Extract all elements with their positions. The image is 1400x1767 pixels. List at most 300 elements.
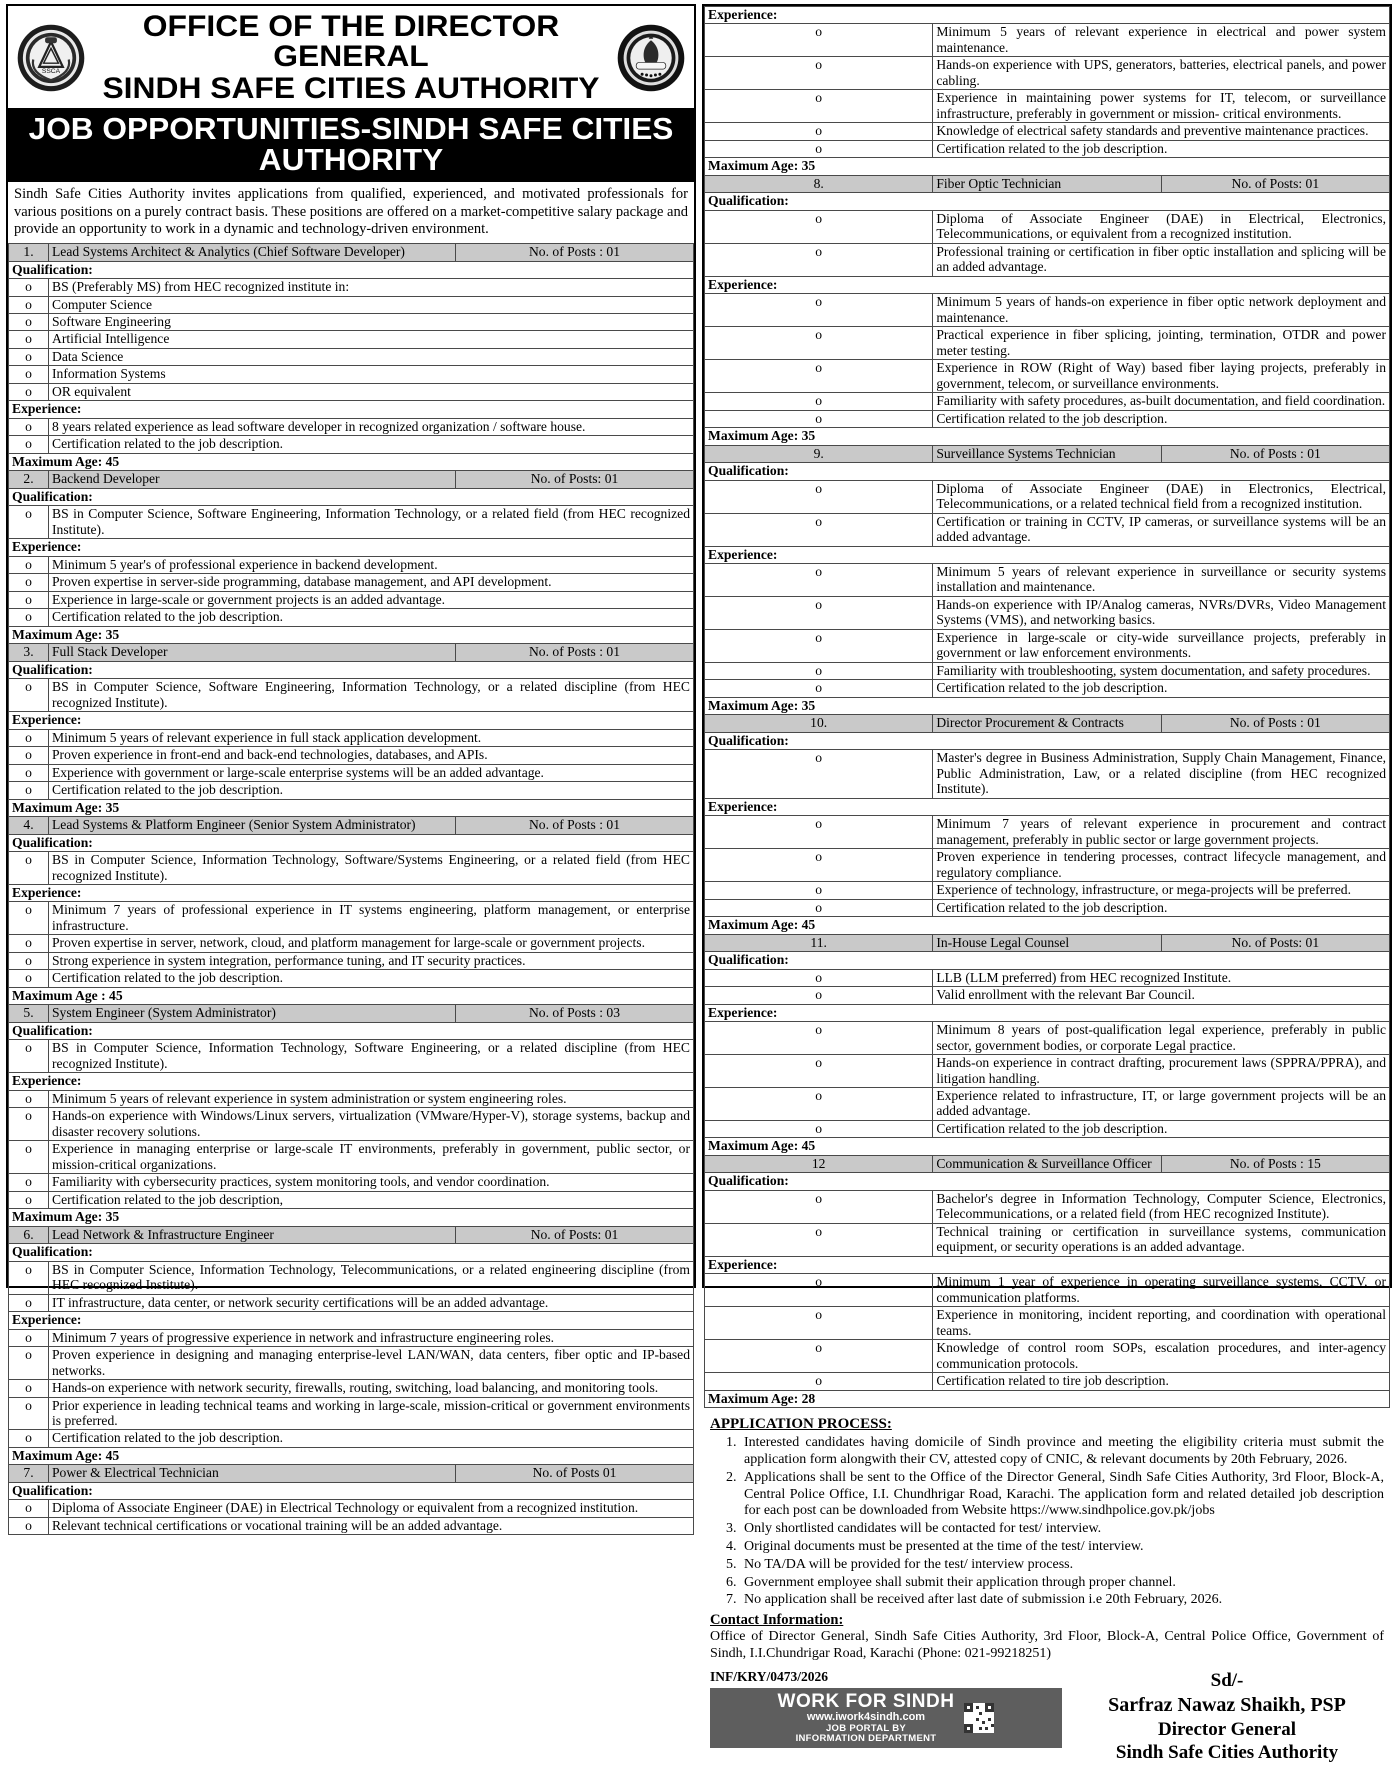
experience-item: Proven expertise in server-side programming, database management, and API development. [49,574,694,591]
table-row [9,471,694,488]
bullet-marker: o [705,849,933,882]
bullet-marker: o [9,556,49,573]
jobs-table-left [8,243,694,1535]
jobs-table-right [704,6,1390,1408]
table-row [9,1517,694,1534]
table-row [9,261,694,278]
qualification-item: BS in Computer Science, Software Engineering, Information Technology, or a related field (from HEC recognized Institute). [49,506,694,539]
office-title-line1: OFFICE OF THE DIRECTOR GENERAL [142,10,560,73]
table-row [9,591,694,608]
table-row [9,679,694,712]
table-row [9,1500,694,1517]
job-number: 1. [9,244,49,261]
table-row [705,629,1390,662]
qualification-item: Master's degree in Business Administration, Supply Chain Management, Finance, Public Administration, Law, or a related discipline (from HEC recognized Institute). [933,750,1390,798]
experience-label: Experience: [705,546,1390,563]
intro-paragraph: Sindh Safe Cities Authority invites applications from qualified, experienced, and motivated professionals for various positions on a purely contract basis. These positions are offered on a market-competitive salary package and provide an opportunity to work in a dynamic and technology-driven environment. [14,186,688,238]
experience-item: Proven experience in front-end and back-end technologies, databases, and APIs. [49,747,694,764]
experience-item: Hands-on experience with Windows/Linux servers, virtualization (VMware/Hyper-V), storage systems, backup and disaster recovery solutions. [49,1108,694,1141]
table-row [9,987,694,1004]
job-posts: No. of Posts : 01 [456,817,694,834]
experience-item: Experience with government or large-scale enterprise systems will be an added advantage. [49,764,694,781]
job-posts: No. of Posts: 01 [456,471,694,488]
iwork-line4: INFORMATION DEPARTMENT [795,1732,937,1744]
table-row [9,935,694,952]
table-row [9,764,694,781]
application-steps-list [710,1435,1384,1609]
table-row [9,1191,694,1208]
table-row [9,1174,694,1191]
qualification-label: Qualification: [9,834,694,851]
bullet-marker: o [9,1329,49,1346]
max-age: Maximum Age: 45 [9,453,694,470]
experience-item: Familiarity with troubleshooting, system documentation, and safety procedures. [933,662,1390,679]
application-process-section [704,1408,1390,1663]
bullet-marker: o [9,506,49,539]
bullet-marker: o [705,1190,933,1223]
bullet-marker: o [705,596,933,629]
table-row [9,747,694,764]
footer-left [710,1669,1070,1748]
application-process-heading: APPLICATION PROCESS: [710,1416,892,1433]
job-title: Fiber Optic Technician [933,175,1161,192]
bullet-marker: o [9,1174,49,1191]
table-row [705,1274,1390,1307]
job-number: 8. [705,175,933,192]
experience-item: Certification related to the job description. [933,1120,1390,1137]
table-row [705,463,1390,480]
bullet-marker: o [705,1307,933,1340]
table-row [705,175,1390,192]
table-row [705,1022,1390,1055]
table-row [9,1261,694,1294]
job-number: 11. [705,934,933,951]
qualification-label: Qualification: [9,1244,694,1261]
table-row [705,410,1390,427]
experience-label: Experience: [705,7,1390,24]
job-posts: No. of Posts: 01 [1161,934,1389,951]
table-row [9,1209,694,1226]
table-row [9,366,694,383]
table-row [9,348,694,365]
experience-item: Knowledge of control room SOPs, escalation procedures, and inter-agency communication protocols. [933,1340,1390,1373]
table-row [705,596,1390,629]
table-row [705,1390,1390,1407]
bullet-marker: o [705,393,933,410]
table-row [9,970,694,987]
bullet-marker: o [9,902,49,935]
signatory-name: Sarfraz Nawaz Shaikh, PSP [1108,1693,1346,1716]
signatory-title-2: Sindh Safe Cities Authority [1115,1742,1339,1764]
experience-item: Certification related to the job description. [49,1430,694,1447]
table-row [705,90,1390,123]
table-row [9,1040,694,1073]
iwork-title: WORK FOR SINDH [777,1691,955,1713]
bullet-marker: o [9,1191,49,1208]
experience-item: Minimum 5 years of relevant experience in electrical and power system maintenance. [933,24,1390,57]
bullet-marker: o [9,296,49,313]
table-row [705,480,1390,513]
job-title: Backend Developer [49,471,456,488]
table-row [705,193,1390,210]
experience-item: Minimum 8 years of post-qualification legal experience, preferably in public sector, government bodies, or corporate Legal practice. [933,1022,1390,1055]
table-row [9,436,694,453]
job-posts: No. of Posts: 01 [1161,175,1389,192]
job-title: Communication & Surveillance Officer [933,1155,1161,1172]
table-row [705,294,1390,327]
bullet-marker: o [9,935,49,952]
bullet-marker: o [705,882,933,899]
table-row [705,1373,1390,1390]
job-title: Full Stack Developer [49,644,456,661]
table-row [9,1312,694,1329]
bullet-marker: o [705,24,933,57]
bullet-marker: o [705,360,933,393]
masthead [8,6,694,110]
experience-label: Experience: [705,1004,1390,1021]
experience-item: Certification related to the job description. [49,609,694,626]
qualification-label: Qualification: [705,1173,1390,1190]
qualification-item: Diploma of Associate Engineer (DAE) in Electrical Technology or equivalent from a recognized institution. [49,1500,694,1517]
bullet-marker: o [9,1500,49,1517]
job-title: Surveillance Systems Technician [933,445,1161,462]
table-row [9,556,694,573]
bullet-marker: o [705,1373,933,1390]
qualification-label: Qualification: [705,952,1390,969]
job-title: Power & Electrical Technician [49,1465,456,1482]
max-age: Maximum Age: 45 [705,1138,1390,1155]
bullet-marker: o [9,436,49,453]
qualification-label: Qualification: [9,1022,694,1039]
table-row [705,140,1390,157]
inf-number: INF/KRY/0473/2026 [710,1668,829,1684]
bullet-marker: o [705,680,933,697]
bullet-marker: o [705,1223,933,1256]
job-number: 4. [9,817,49,834]
experience-item: Experience in ROW (Right of Way) based fiber laying projects, preferably in government, telecom, or surveillance environments. [933,360,1390,393]
job-posts: No. of Posts : 01 [456,644,694,661]
table-row [9,626,694,643]
experience-item: Minimum 7 years of professional experience in IT systems engineering, platform management, or enterprise infrastructure. [49,902,694,935]
bullet-marker: o [9,852,49,885]
svg-text:SSCA: SSCA [41,67,61,75]
table-row [705,816,1390,849]
experience-item: Familiarity with cybersecurity practices, system monitoring tools, and vendor coordination. [49,1174,694,1191]
job-posts: No. of Posts : 01 [1161,445,1389,462]
qualification-item: Bachelor's degree in Information Technology, Computer Science, Electronics, Telecommunications, or a related field (from HEC recognized Institute). [933,1190,1390,1223]
job-title: Lead Systems & Platform Engineer (Senior System Administrator) [49,817,456,834]
table-row [9,1141,694,1174]
bullet-marker: o [9,952,49,969]
experience-item: Proven experience in designing and managing enterprise-level LAN/WAN, data centers, fiber optic and IP-based networks. [49,1347,694,1380]
table-row [9,383,694,400]
bullet-marker: o [705,513,933,546]
bullet-marker: o [9,1040,49,1073]
experience-label: Experience: [9,401,694,418]
application-step: 3. Only shortlisted candidates will be contacted for test/ interview. [740,1521,1384,1538]
experience-item: Minimum 5 years of hands-on experience in fiber optic network deployment and maintenance. [933,294,1390,327]
table-row [705,732,1390,749]
table-row [9,279,694,296]
table-row [705,952,1390,969]
experience-item: Proven experience in tendering processes, contract lifecycle management, and regulatory compliance. [933,849,1390,882]
qualification-label: Qualification: [9,261,694,278]
qualification-item: Data Science [49,348,694,365]
bullet-marker: o [9,1108,49,1141]
table-row [9,1108,694,1141]
job-posts: No. of Posts : 03 [456,1005,694,1022]
table-row [705,680,1390,697]
application-step: 4. Original documents must be presented at the time of the test/ interview. [740,1539,1384,1556]
table-row [9,539,694,556]
experience-item: Experience in maintaining power systems for IT, telecom, or surveillance infrastructure, preferably in government or mission- critical environments. [933,90,1390,123]
experience-item: Certification related to the job description. [49,436,694,453]
experience-item: Certification related to the job description. [49,782,694,799]
table-row [705,57,1390,90]
experience-item: Certification related to tire job description. [933,1373,1390,1390]
table-row [9,782,694,799]
job-number: 6. [9,1226,49,1243]
table-row [705,546,1390,563]
table-row [705,327,1390,360]
bullet-marker: o [9,1430,49,1447]
table-row [9,817,694,834]
experience-item: Certification related to the job description. [933,140,1390,157]
table-row [9,1380,694,1397]
job-banner-text: JOB OPPORTUNITIES-SINDH SAFE CITIES AUTHORITY [28,111,674,177]
table-row [705,1138,1390,1155]
table-row [705,1120,1390,1137]
table-row [9,1465,694,1482]
experience-item: Knowledge of electrical safety standards and preventive maintenance practices. [933,123,1390,140]
experience-label: Experience: [9,884,694,901]
table-row [705,428,1390,445]
max-age: Maximum Age: 35 [705,158,1390,175]
table-row [705,445,1390,462]
bullet-marker: o [705,816,933,849]
table-row [705,1256,1390,1273]
footer-row [704,1669,1390,1767]
experience-item: Experience in managing enterprise or large-scale IT environments, preferably in government, public sector, or mission-critical organizations. [49,1141,694,1174]
experience-item: Certification related to the job description, [49,1191,694,1208]
job-number: 2. [9,471,49,488]
office-title-line2: SINDH SAFE CITIES AUTHORITY [102,72,600,105]
job-banner [8,110,694,182]
masthead-titles [88,10,614,106]
table-row [705,1223,1390,1256]
qualification-item: IT infrastructure, data center, or network security certifications will be an added advantage. [49,1294,694,1311]
bullet-marker: o [9,1380,49,1397]
contact-heading: Contact Information: [710,1612,844,1629]
table-row [9,712,694,729]
contact-body: Office of Director General, Sindh Safe Cities Authority, 3rd Floor, Block-A, Central Police Office, Government of Sindh, I.I.Chundrigar Road, Karachi (Phone: 021-99218251) [710,1629,1384,1661]
bullet-marker: o [9,782,49,799]
experience-item: Certification related to the job description. [933,899,1390,916]
experience-item: Certification related to the job description. [933,680,1390,697]
table-row [705,987,1390,1004]
qualification-item: BS in Computer Science, Information Technology, Software Engineering, or a related discipline (from HEC recognized Institute). [49,1040,694,1073]
bullet-marker: o [705,563,933,596]
table-row [9,1397,694,1430]
table-row [705,899,1390,916]
experience-item: Experience in monitoring, incident reporting, and coordination with operational teams. [933,1307,1390,1340]
table-row [9,1226,694,1243]
right-column [702,4,1392,1764]
qualification-item: BS in Computer Science, Information Technology, Software/Systems Engineering, or a related field (from HEC recognized Institute). [49,852,694,885]
table-row [9,1347,694,1380]
experience-item: Hands-on experience in contract drafting, procurement laws (SPPRA/PPRA), and litigation handling. [933,1055,1390,1088]
table-row [705,7,1390,24]
table-row [9,488,694,505]
bullet-marker: o [9,383,49,400]
qualification-item: Computer Science [49,296,694,313]
table-row [9,902,694,935]
qualification-item: Valid enrollment with the relevant Bar Council. [933,987,1390,1004]
left-column [6,4,696,1533]
bullet-marker: o [705,1340,933,1373]
table-row [9,1090,694,1107]
iwork-text-block [778,1692,955,1743]
bullet-marker: o [9,1090,49,1107]
experience-label: Experience: [9,712,694,729]
experience-label: Experience: [705,276,1390,293]
table-row [705,1088,1390,1121]
table-row [9,1022,694,1039]
bullet-marker: o [9,279,49,296]
max-age: Maximum Age: 35 [705,428,1390,445]
qualification-label: Qualification: [705,732,1390,749]
max-age: Maximum Age: 45 [9,1447,694,1464]
qualification-item: BS in Computer Science, Software Engineering, Information Technology, or a related discipline (from HEC recognized Institute). [49,679,694,712]
table-row [9,1005,694,1022]
job-posts: No. of Posts : 01 [1161,715,1389,732]
bullet-marker: o [705,629,933,662]
experience-item: Minimum 5 years of relevant experience in surveillance or security systems installation and maintenance. [933,563,1390,596]
qualification-item: OR equivalent [49,383,694,400]
job-posts: No. of Posts : 01 [456,244,694,261]
max-age: Maximum Age: 35 [9,799,694,816]
qualification-item: Artificial Intelligence [49,331,694,348]
bullet-marker: o [705,987,933,1004]
table-row [705,662,1390,679]
job-title: System Engineer (System Administrator) [49,1005,456,1022]
table-row [705,1340,1390,1373]
qualification-item: BS (Preferably MS) from HEC recognized institute in: [49,279,694,296]
qualification-item: Professional training or certification in fiber optic installation and splicing will be an added advantage. [933,243,1390,276]
table-row [705,276,1390,293]
application-step: 2. Applications shall be sent to the Office of the Director General, Sindh Safe Cities Authority, 3rd Floor, Block-A, Central Police Office, I.I. Chundhrigar Road, Karachi. The application form and related detailed job description for each post can be downloaded from Website https://www.sindhpolice.gov.pk/jobs [740,1470,1384,1520]
experience-item: Experience in large-scale or city-wide surveillance projects, preferably in government or law enforcement environments. [933,629,1390,662]
bullet-marker: o [705,294,933,327]
qualification-item: Diploma of Associate Engineer (DAE) in Electronics, Electrical, Telecommunications, or a related technical field from a recognized institution. [933,480,1390,513]
qualification-item: Relevant technical certifications or vocational training will be an added advantage. [49,1517,694,1534]
table-row [9,296,694,313]
qualification-label: Qualification: [9,1482,694,1499]
table-row [705,697,1390,714]
max-age: Maximum Age: 28 [705,1390,1390,1407]
experience-label: Experience: [705,798,1390,815]
table-row [705,243,1390,276]
table-row [9,1073,694,1090]
max-age: Maximum Age: 35 [705,697,1390,714]
bullet-marker: o [705,123,933,140]
bullet-marker: o [705,1274,933,1307]
experience-label: Experience: [705,1256,1390,1273]
experience-item: Minimum 5 years of relevant experience in system administration or system engineering roles. [49,1090,694,1107]
bullet-marker: o [705,410,933,427]
experience-item: Hands-on experience with IP/Analog cameras, NVRs/DVRs, Video Management Systems (VMS), and networking basics. [933,596,1390,629]
job-number: 10. [705,715,933,732]
bullet-marker: o [9,348,49,365]
qualification-label: Qualification: [9,488,694,505]
table-row [9,1294,694,1311]
table-row [9,799,694,816]
bullet-marker: o [9,418,49,435]
table-row [705,24,1390,57]
job-title: Director Procurement & Contracts [933,715,1161,732]
bullet-marker: o [705,243,933,276]
bullet-marker: o [9,1517,49,1534]
table-row [705,1055,1390,1088]
table-row [705,513,1390,546]
table-row [705,360,1390,393]
bullet-marker: o [9,1294,49,1311]
table-row [9,1430,694,1447]
table-row [9,401,694,418]
job-title: Lead Network & Infrastructure Engineer [49,1226,456,1243]
table-row [9,1447,694,1464]
table-row [9,418,694,435]
bullet-marker: o [9,764,49,781]
experience-item: Strong experience in system integration, performance tuning, and IT security practices. [49,952,694,969]
experience-label: Experience: [9,539,694,556]
bullet-marker: o [705,750,933,798]
experience-label: Experience: [9,1312,694,1329]
experience-item: Practical experience in fiber splicing, jointing, termination, OTDR and power meter testing. [933,327,1390,360]
job-posts: No. of Posts: 01 [456,1226,694,1243]
table-row [9,1329,694,1346]
experience-item: Proven expertise in server, network, cloud, and platform management for large-scale or government projects. [49,935,694,952]
table-row [705,158,1390,175]
experience-item: Hands-on experience with UPS, generators, batteries, electrical panels, and power cabling. [933,57,1390,90]
table-row [9,331,694,348]
experience-item: Experience related to infrastructure, IT, or large government projects will be an added advantage. [933,1088,1390,1121]
max-age: Maximum Age: 35 [9,1209,694,1226]
table-row [9,884,694,901]
qualification-label: Qualification: [705,193,1390,210]
bullet-marker: o [9,679,49,712]
experience-item: Minimum 1 year of experience in operating surveillance systems, CCTV, or communication platforms. [933,1274,1390,1307]
signatory-title-1: Director General [1157,1718,1297,1740]
application-step: 5. No TA/DA will be provided for the test/ interview process. [740,1557,1384,1574]
iwork-for-sindh-banner [710,1688,1062,1748]
table-row [705,849,1390,882]
job-posts: No. of Posts 01 [456,1465,694,1482]
iwork-url: www.iwork4sindh.com [806,1710,926,1723]
table-row [705,1307,1390,1340]
job-number: 3. [9,644,49,661]
table-row [705,123,1390,140]
qr-code-icon [964,1703,994,1733]
qualification-label: Qualification: [705,463,1390,480]
job-title: In-House Legal Counsel [933,934,1161,951]
table-row [705,934,1390,951]
qualification-item: Technical training or certification in surveillance systems, communication equipment, or security operations is an added advantage. [933,1223,1390,1256]
bullet-marker: o [9,609,49,626]
qualification-item: Diploma of Associate Engineer (DAE) in Electrical, Electronics, Telecommunications, or equivalent from a recognized institution. [933,210,1390,243]
bullet-marker: o [705,1120,933,1137]
bullet-marker: o [9,331,49,348]
